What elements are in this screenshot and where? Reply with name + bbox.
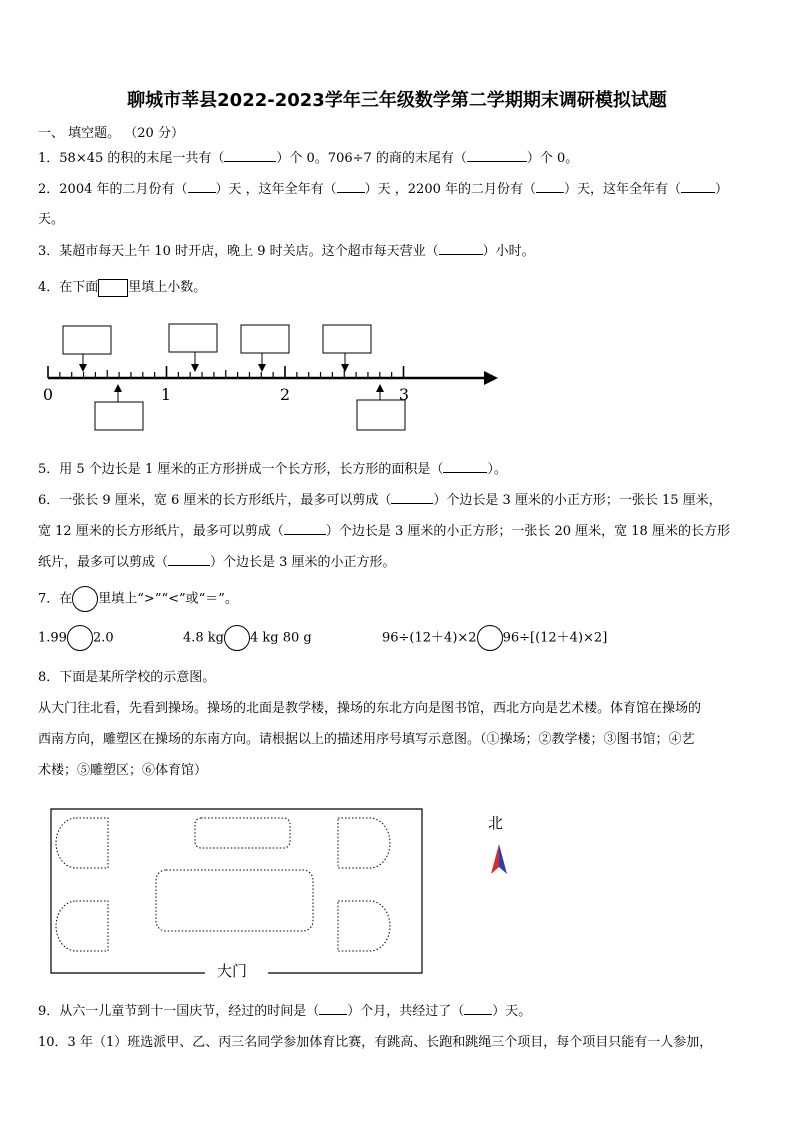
answer-blank[interactable] [224, 149, 276, 162]
q7-expr-3 [382, 625, 607, 651]
answer-blank[interactable] [284, 522, 326, 535]
q2-text-c: ）天 ，2200 年的二月份有（ [364, 182, 536, 197]
expr-right: 2.0 [92, 630, 114, 646]
arrow-right-icon [484, 371, 498, 385]
answer-box[interactable] [323, 325, 371, 353]
q4-text-a: 4．在下面 [38, 280, 99, 295]
compare-circle[interactable] [67, 625, 93, 651]
area-north[interactable] [195, 818, 290, 848]
expr-right: 96÷[(12＋4)×2] [502, 630, 608, 646]
q1-text-b: ）个 0。706÷7 的商的末尾有（ [276, 151, 467, 166]
arrow-up-icon [376, 384, 384, 392]
question-8-title: 8．下面是某所学校的示意图。 [38, 670, 216, 685]
q6-text: 宽 12 厘米的长方形纸片，最多可以剪成（ [38, 524, 284, 539]
q2-text-d: ）天，这年全年有（ [564, 182, 682, 197]
answer-box[interactable] [169, 324, 217, 352]
question-6-line3 [38, 551, 760, 570]
q6-text: 6．一张长 9 厘米，宽 6 厘米的长方形纸片，最多可以剪成（ [38, 493, 392, 508]
answer-blank[interactable] [391, 491, 433, 504]
arrow-down-icon [191, 364, 199, 372]
question-1 [38, 147, 760, 166]
answer-blank[interactable] [319, 1002, 347, 1015]
q5-text-b: ）。 [487, 462, 507, 477]
question-6-line2 [38, 520, 760, 539]
q7-expr-1 [38, 625, 114, 651]
answer-blank[interactable] [681, 180, 715, 193]
area-southeast[interactable] [338, 901, 390, 951]
section-heading: 一、 填空题。 （20 分） [38, 126, 184, 141]
gate-label: 大门 [216, 962, 248, 978]
question-7 [38, 586, 760, 612]
question-6-line1 [38, 489, 760, 508]
q7-text-b: 里填上“>”“<”或“＝”。 [98, 591, 238, 607]
answer-blank[interactable] [439, 242, 483, 255]
number-line [30, 318, 510, 436]
answer-box-sample [98, 279, 128, 297]
q2-text-b: ）天 ，这年全年有（ [215, 182, 337, 197]
north-arrow-icon [487, 840, 511, 876]
q6-text: ）个边长是 3 厘米的小正方形；一张长 15 厘米， [433, 493, 722, 508]
q9-text-b: ）个月，共经过了（ [347, 1004, 465, 1019]
tick-label: 3 [398, 385, 410, 404]
q5-text-a: 5．用 5 个边长是 1 厘米的正方形拼成一个长方形，长方形的面积是（ [38, 462, 444, 477]
map-border [51, 809, 422, 973]
number-line-ticks [48, 366, 404, 378]
question-8-p1: 从大门往北看，先看到操场。操场的北面是教学楼，操场的东北方向是图书馆，西北方向是艺术楼。体育馆在操场的 [38, 701, 702, 716]
q4-text-b: 里填上小数。 [128, 280, 207, 295]
q9-text-c: ）天。 [492, 1004, 532, 1019]
q6-text: ）个边长是 3 厘米的小正方形。 [210, 555, 396, 570]
question-2-cont: 天。 [38, 212, 65, 227]
q1-text-c: ）个 0。 [526, 151, 579, 166]
expr-left: 1.99 [38, 630, 67, 646]
answer-blank[interactable] [536, 180, 564, 193]
answer-box[interactable] [241, 325, 289, 353]
q3-text-a: 3．某超市每天上午 10 时开店，晚上 9 时关店。这个超市每天营业（ [38, 244, 439, 259]
q2-text-a: 2．2004 年的二月份有（ [38, 182, 188, 197]
tick-label: 1 [160, 385, 172, 404]
tick-label: 2 [279, 385, 291, 404]
q2-text-e: ） [715, 182, 729, 197]
answer-blank[interactable] [337, 180, 365, 193]
expr-left: 4.8 kg [183, 630, 225, 646]
compare-circle-sample [72, 586, 98, 612]
question-9 [38, 1000, 760, 1019]
q3-text-b: ）小时。 [482, 244, 535, 259]
answer-box[interactable] [357, 400, 405, 430]
q7-text-a: 7．在 [38, 591, 73, 607]
tick-label: 0 [42, 385, 54, 404]
area-center[interactable] [156, 870, 313, 931]
answer-blank[interactable] [188, 180, 216, 193]
expr-left: 96÷(12＋4)×2 [382, 630, 477, 646]
question-3 [38, 240, 760, 259]
arrow-down-icon [341, 364, 349, 372]
north-label: 北 [488, 814, 504, 832]
area-southwest[interactable] [56, 901, 108, 951]
compare-circle[interactable] [477, 625, 503, 651]
arrow-down-icon [79, 364, 87, 372]
question-10: 10．3 年（1）班选派甲、乙、丙三名同学参加体育比赛，有跳高、长跑和跳绳三个项目，每个项目只能有一人参加， [38, 1035, 713, 1050]
school-map [48, 806, 426, 978]
question-8-p3: 术楼；⑤雕塑区；⑥体育馆） [38, 763, 208, 778]
answer-blank[interactable] [443, 460, 487, 473]
answer-blank[interactable] [467, 149, 527, 162]
answer-box[interactable] [63, 326, 111, 354]
answer-box[interactable] [95, 402, 143, 430]
answer-blank[interactable] [168, 553, 210, 566]
q1-text-a: 1．58×45 的积的末尾一共有（ [38, 151, 225, 166]
question-5 [38, 458, 760, 477]
expr-right: 4 kg 80 g [250, 630, 312, 646]
q9-text-a: 9．从六一儿童节到十一国庆节，经过的时间是（ [38, 1004, 320, 1019]
question-8-p2: 西南方向，雕塑区在操场的东南方向。请根据以上的描述用序号填写示意图。（①操场；②教学楼；③图书馆；④艺 [38, 732, 695, 747]
answer-blank[interactable] [464, 1002, 492, 1015]
question-2 [38, 178, 760, 197]
arrow-down-icon [258, 364, 266, 372]
arrow-up-icon [114, 384, 122, 392]
q6-text: ）个边长是 3 厘米的小正方形；一张长 20 厘米，宽 18 厘米的长方形 [325, 524, 730, 539]
compare-circle[interactable] [224, 625, 250, 651]
q6-text: 纸片，最多可以剪成（ [38, 555, 169, 570]
question-4 [38, 276, 760, 297]
q7-expr-2 [183, 625, 312, 651]
area-northeast[interactable] [338, 818, 390, 868]
area-northwest[interactable] [56, 818, 108, 868]
page-title: 聊城市莘县2022-2023学年三年级数学第二学期期末调研模拟试题 [127, 90, 667, 111]
